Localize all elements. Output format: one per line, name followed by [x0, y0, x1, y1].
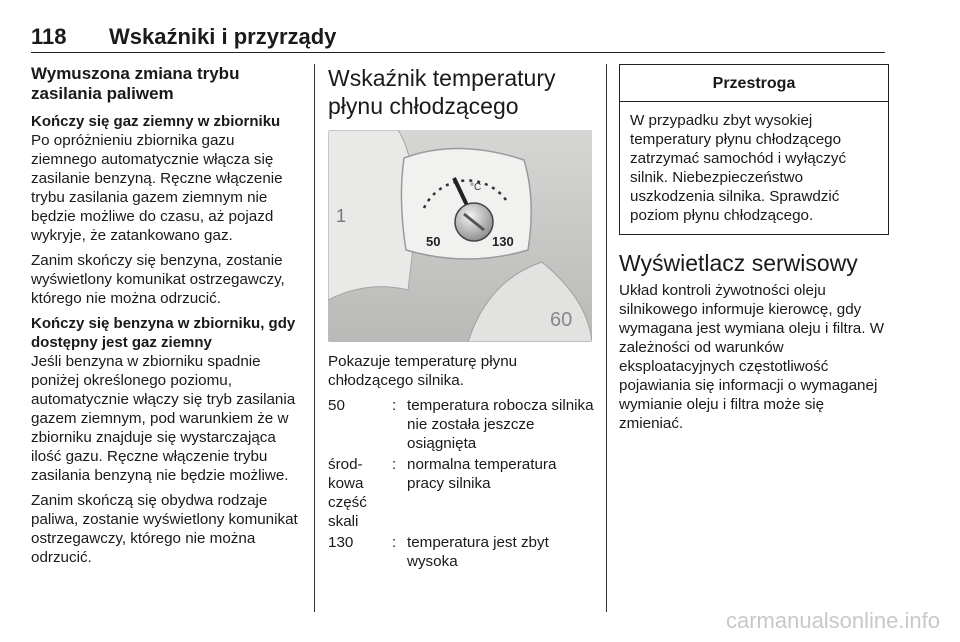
page-header [31, 22, 885, 53]
definition-key: 130 [328, 534, 354, 551]
definition-text: normalna temperatura pracy silnika [407, 456, 557, 492]
paragraph: Zanim skończy się benzyna, zostanie wyświetlony komunikat ostrzegawczy, którego nie można odrzucić. [31, 252, 285, 307]
gauge-right-digit: 60 [550, 309, 573, 331]
definition-row [328, 533, 596, 571]
definition-text: temperatura jest zbyt wysoka [407, 534, 549, 570]
definition-separator: : [392, 534, 397, 551]
section-heading: Wskaźnik temperatury płynu chłodzącego [328, 65, 556, 119]
subheading: Kończy się gaz ziemny w zbiorniku [31, 113, 281, 130]
page-number: 118 [31, 24, 67, 49]
gauge-min-label: 50 [426, 234, 441, 249]
column-divider [314, 64, 315, 612]
gauge-left-digit: 1 [336, 206, 347, 226]
definition-row [328, 396, 596, 453]
paragraph: Jeśli benzyna w zbiorniku spadnie poniżej określonego poziomu, automatycznie włączy się tryb zasilania gazem ziemnym, pod warunkiem że w zbiorniku znajduje się wystarczająca ilość gazu. Ręczne włączenie trybu zasilania benzyną nie będzie możliwe. [31, 353, 296, 484]
caution-text: W przypadku zbyt wysokiej temperatury płynu chłodzącego zatrzymać samochód i wyłączyć silnik. Niebezpieczeństwo uszkodzenia silnika. Sprawdzić poziom płynu chłodzącego. [630, 112, 847, 224]
column-middle [328, 64, 596, 573]
section-heading: Wyświetlacz serwisowy [619, 250, 858, 276]
chapter-title: Wskaźniki i przyrządy [109, 24, 337, 49]
coolant-gauge-photo [328, 130, 592, 342]
definition-key: środ-kowa część skali [328, 456, 367, 530]
definition-separator: : [392, 456, 397, 473]
column-divider [606, 64, 607, 612]
definition-text: temperatura robocza silnika nie została jeszcze osiągnięta [407, 397, 594, 452]
subheading: Kończy się benzyna w zbiorniku, gdy dostępny jest gaz ziemny [31, 315, 296, 351]
definition-list [328, 396, 596, 571]
gauge-unit: °C [470, 182, 482, 193]
caption: Pokazuje temperaturę płynu chłodzącego silnika. [328, 353, 518, 389]
caution-box [619, 64, 889, 235]
paragraph: Po opróżnieniu zbiornika gazu ziemnego automatycznie włącza się zasilanie benzyną. Ręczne włączenie trybu zasilania gazem ziemnym nie będzie możliwe do czasu, aż pojazd wykryje, że zatankowano gaz. [31, 132, 283, 244]
column-right [619, 64, 889, 439]
watermark: carmanualsonline.info [725, 608, 940, 633]
definition-key: 50 [328, 397, 345, 414]
coolant-gauge-illustration [328, 130, 592, 342]
definition-row [328, 455, 596, 531]
paragraph: Zanim skończą się obydwa rodzaje paliwa, zostanie wyświetlony komunikat ostrzegawczy, którego nie można odrzucić. [31, 492, 298, 566]
caution-title: Przestroga [620, 65, 888, 102]
gauge-max-label: 130 [492, 234, 514, 249]
definition-separator: : [392, 397, 397, 414]
paragraph: Układ kontroli żywotności oleju silnikowego informuje kierowcę, gdy wymagana jest wymiana oleju i filtra. W zależności od warunków eksploatacyjnych częstotliwość pojawiania się informacji o wymaganej wymianie oleju i filtra może się zmieniać. [619, 282, 885, 432]
column-left [31, 64, 301, 573]
section-heading: Wymuszona zmiana trybu zasilania paliwem [31, 64, 240, 103]
